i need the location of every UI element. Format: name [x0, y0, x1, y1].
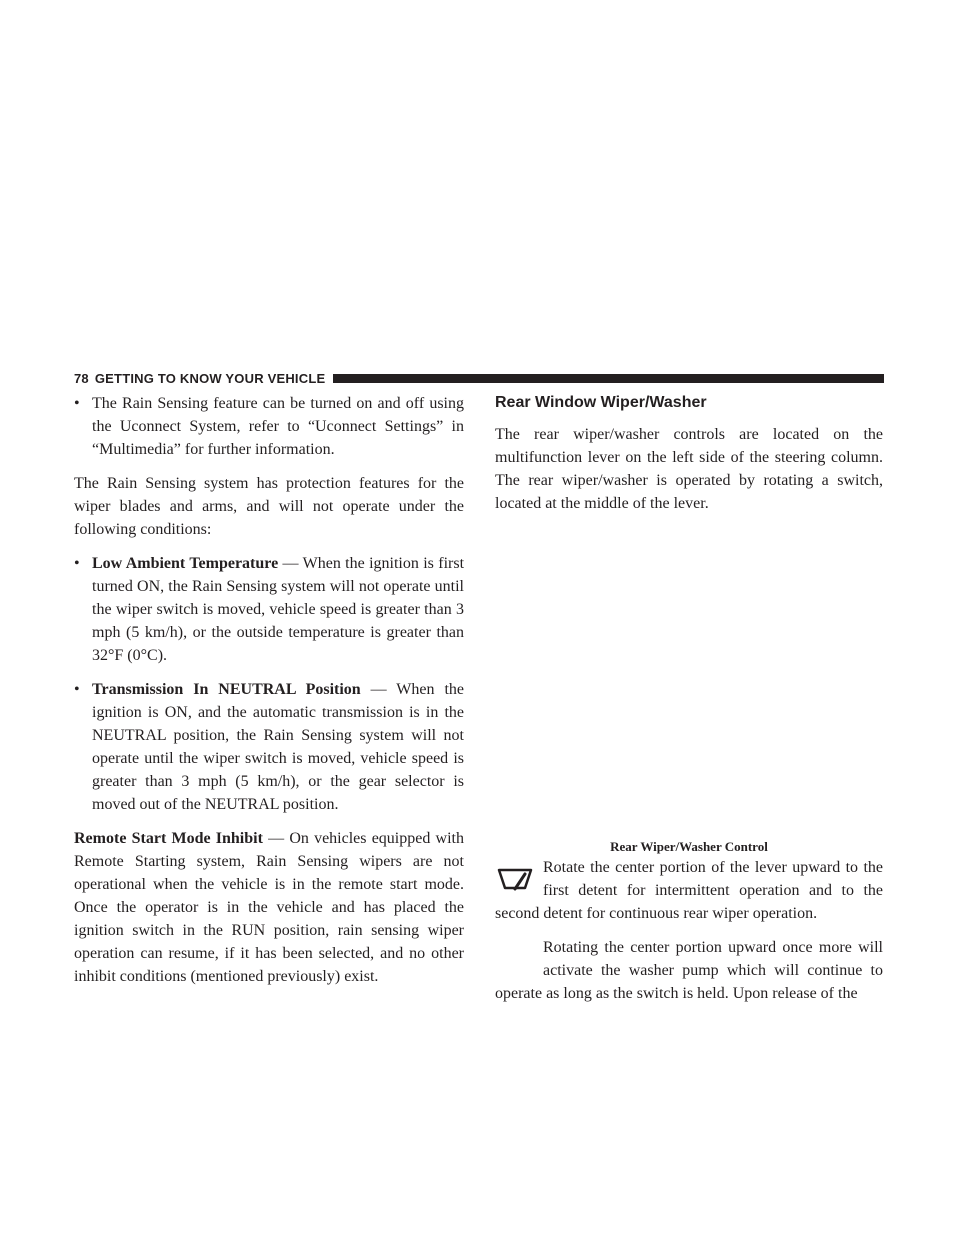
remote-start-term: Remote Start Mode Inhibit: [74, 830, 263, 847]
rear-wiper-figure: [495, 526, 883, 856]
washer-paragraph: [495, 936, 883, 1005]
section-title: GETTING TO KNOW YOUR VEHICLE: [94, 370, 326, 386]
bullet-uconnect: [74, 392, 464, 461]
rotate-paragraph: [495, 856, 883, 925]
bullet-neutral-text: — When the ignition is ON, and the automatic transmission is in the NEUTRAL position, the Rain Sensing system will not operate until the wiper switch is moved, vehicle speed is greater than 3 mph (5 km/h), or the gear selector is moved out of the NEUTRAL position.: [92, 681, 464, 813]
remote-start-paragraph: [74, 827, 464, 988]
header-rule: [333, 374, 884, 383]
rain-sensing-intro: The Rain Sensing system has protection features for the wiper blades and arms, and will not operate under the following conditions:: [74, 475, 464, 538]
washer-text: Rotating the center portion upward once more will activate the washer pump which will continue to operate as long as the switch is held. Upon release of the: [495, 939, 883, 1002]
bullet-low-temperature-term: Low Ambient Temperature: [92, 555, 279, 572]
rear-wiper-icon: [495, 860, 535, 900]
bullet-neutral-term: Transmission In NEUTRAL Position: [92, 681, 361, 698]
left-column: [74, 392, 464, 999]
bullet-low-temperature-text: — When the ignition is first turned ON, the Rain Sensing system will not operate until the wiper switch is moved, vehicle speed is greater than 3 mph (5 km/h), or the outside temperature is greater than 32°F (0°C).: [92, 555, 465, 664]
bullet-neutral-position: [74, 678, 464, 816]
bullet-dot: •: [74, 395, 80, 412]
page-header: [74, 370, 884, 386]
bullet-uconnect-text: The Rain Sensing feature can be turned on and off using the Uconnect System, refer to “Uconnect Settings” in “Multimedia” for further information.: [92, 395, 464, 458]
figure-caption: Rear Wiper/Washer Control: [610, 839, 768, 854]
page-number: 78: [74, 370, 89, 386]
bullet-low-temperature: [74, 552, 464, 667]
rear-wiper-intro: The rear wiper/washer controls are located on the multifunction lever on the left side of the steering column. The rear wiper/washer is operated by rotating a switch, located at the middle of the lever.: [495, 426, 883, 512]
washer-icon-space: [495, 936, 543, 976]
bullet-dot: •: [74, 555, 80, 572]
remote-start-text: — On vehicles equipped with Remote Starting system, Rain Sensing wipers are not operational when the vehicle is in the remote start mode. Once the operator is in the vehicle and has placed the ignition switch in the RUN position, rain sensing wiper operation can resume, if it has been selected, and no other inhibit conditions (mentioned previously) exist.: [74, 830, 464, 985]
bullet-dot: •: [74, 681, 80, 698]
rear-wiper-heading: Rear Window Wiper/Washer: [495, 394, 707, 411]
rotate-text: Rotate the center portion of the lever upward to the first detent for intermittent operation and to the second detent for continuous rear wiper operation.: [495, 859, 883, 922]
right-column: [495, 392, 883, 1005]
